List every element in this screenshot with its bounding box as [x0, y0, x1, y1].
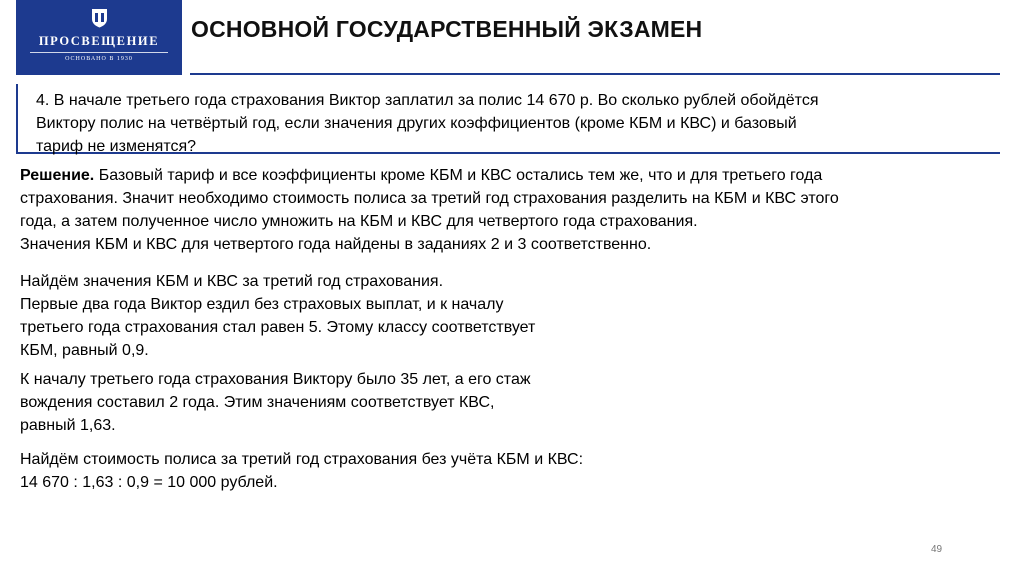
solution-label: Решение.: [20, 167, 95, 184]
logo-founded-text: ОСНОВАНО В 1930: [65, 56, 133, 62]
kbm-line: Найдём значения КБМ и КВС за третий год страхования.: [20, 273, 444, 290]
task-box: [16, 84, 1000, 154]
kvs-paragraph: [20, 368, 660, 437]
cost-calculation: 14 670 : 1,63 : 0,9 = 10 000 рублей.: [20, 474, 278, 491]
solution-line: страхования. Значит необходимо стоимость полиса за третий год страхования разделить на КБМ и КВС этого: [20, 190, 839, 207]
solution-line: Значения КБМ и КВС для четвертого года найдены в заданиях 2 и 3 соответственно.: [20, 236, 652, 253]
kvs-line: равный 1,63.: [20, 417, 116, 434]
task-line: 4. В начале третьего года страхования Виктор заплатил за полис 14 670 р. Во сколько рублей обойдётся: [36, 92, 819, 109]
logo-divider: [30, 52, 168, 53]
kbm-line: Первые два года Виктор ездил без страховых выплат, и к началу: [20, 296, 504, 313]
task-line: Виктору полис на четвёртый год, если значения других коэффициентов (кроме КБМ и КВС) и базовый: [36, 115, 797, 132]
solution-line: года, а затем полученное число умножить на КБМ и КВС для четвертого года страхования.: [20, 213, 698, 230]
publisher-logo: [16, 0, 182, 75]
logo-name: ПРОСВЕЩЕНИЕ: [38, 34, 160, 48]
kbm-paragraph: [20, 270, 660, 362]
task-line: тариф не изменятся?: [36, 138, 197, 155]
solution-paragraph: [20, 164, 1005, 256]
solution-line: Базовый тариф и все коэффициенты кроме КБМ и КВС остались тем же, что и для третьего года: [94, 167, 823, 184]
task-text: [36, 89, 986, 158]
kvs-line: вождения составил 2 года. Этим значениям соответствует КВС,: [20, 394, 495, 411]
cost-line: Найдём стоимость полиса за третий год страхования без учёта КБМ и КВС:: [20, 451, 584, 468]
solution-first-line: [20, 164, 1005, 187]
header-divider: [190, 73, 1000, 75]
page-title: ОСНОВНОЙ ГОСУДАРСТВЕННЫЙ ЭКЗАМЕН: [191, 16, 703, 42]
cost-paragraph: [20, 448, 780, 494]
kbm-line: КБМ, равный 0,9.: [20, 342, 149, 359]
page-number: 49: [931, 544, 943, 555]
kbm-line: третьего года страхования стал равен 5. Этому классу соответствует: [20, 319, 536, 336]
shield-emblem-icon: [91, 8, 108, 28]
kvs-line: К началу третьего года страхования Виктору было 35 лет, а его стаж: [20, 371, 531, 388]
